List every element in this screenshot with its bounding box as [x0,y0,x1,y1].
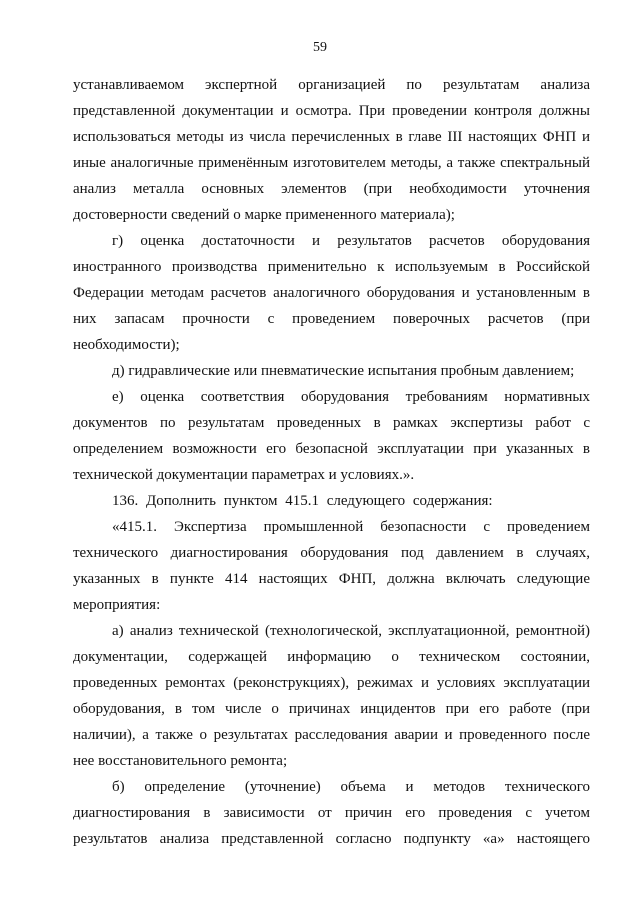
text-line: определением возможности его безопасной эксплуатации при указанных в [73,441,590,457]
text-line: а) анализ технической (технологической, эксплуатационной, ремонтной) [112,623,590,639]
text-line: б) определение (уточнение) объема и методов технического [112,779,590,795]
text-line: устанавливаемом экспертной организацией по результатам анализа [73,77,590,93]
text-line: г) оценка достаточности и результатов расчетов оборудования [112,233,590,249]
text-line: использоваться методы из числа перечисленных в главе III настоящих ФНП и [73,129,590,145]
text-line: Федерации методам расчетов аналогичного оборудования и установленным в [73,285,590,301]
text-line: них запасам прочности с проведением поверочных расчетов (при [73,311,590,327]
text-line: технической документации параметрах и условиях.». [73,467,415,483]
text-line: технического диагностирования оборудования под давлением в случаях, [73,545,590,561]
text-line: результатов анализа представленной согласно подпункту «а» настоящего [73,831,590,847]
text-line: представленной документации и осмотра. При проведении контроля должны [73,103,590,119]
text-line: иностранного производства применительно к используемым в Российской [73,259,590,275]
text-line: диагностирования в зависимости от причин его проведения с учетом [73,805,590,821]
text-line: документации, содержащей информацию о техническом состоянии, [73,649,590,665]
text-line: анализ металла основных элементов (при необходимости уточнения [73,181,590,197]
text-line: нее восстановительного ремонта; [73,753,288,769]
text-line: мероприятия: [73,597,161,613]
text-line: указанных в пункте 414 настоящих ФНП, должна включать следующие [73,571,590,587]
text-line: оборудования, в том числе о причинах инцидентов при его работе (при [73,701,590,717]
text-line: необходимости); [73,337,180,353]
text-line: документов по результатам проведенных в рамках экспертизы работ с [73,415,590,431]
text-line: наличии), а также о результатах расследования аварии и проведенного после [73,727,590,743]
text-line: д) гидравлические или пневматические испытания пробным давлением; [112,363,575,379]
text-line: достоверности сведений о марке примененного материала); [73,207,455,223]
text-line: проведенных ремонтах (реконструкциях), режимах и условиях эксплуатации [73,675,590,691]
text-line: 136. Дополнить пунктом 415.1 следующего содержания: [112,493,493,509]
text-line: иные аналогичные применённым изготовителем методы, а также спектральный [73,155,590,171]
text-line: «415.1. Экспертиза промышленной безопасности с проведением [112,519,590,535]
text-line: е) оценка соответствия оборудования требованиям нормативных [112,389,590,405]
page-number: 59 [313,40,327,55]
